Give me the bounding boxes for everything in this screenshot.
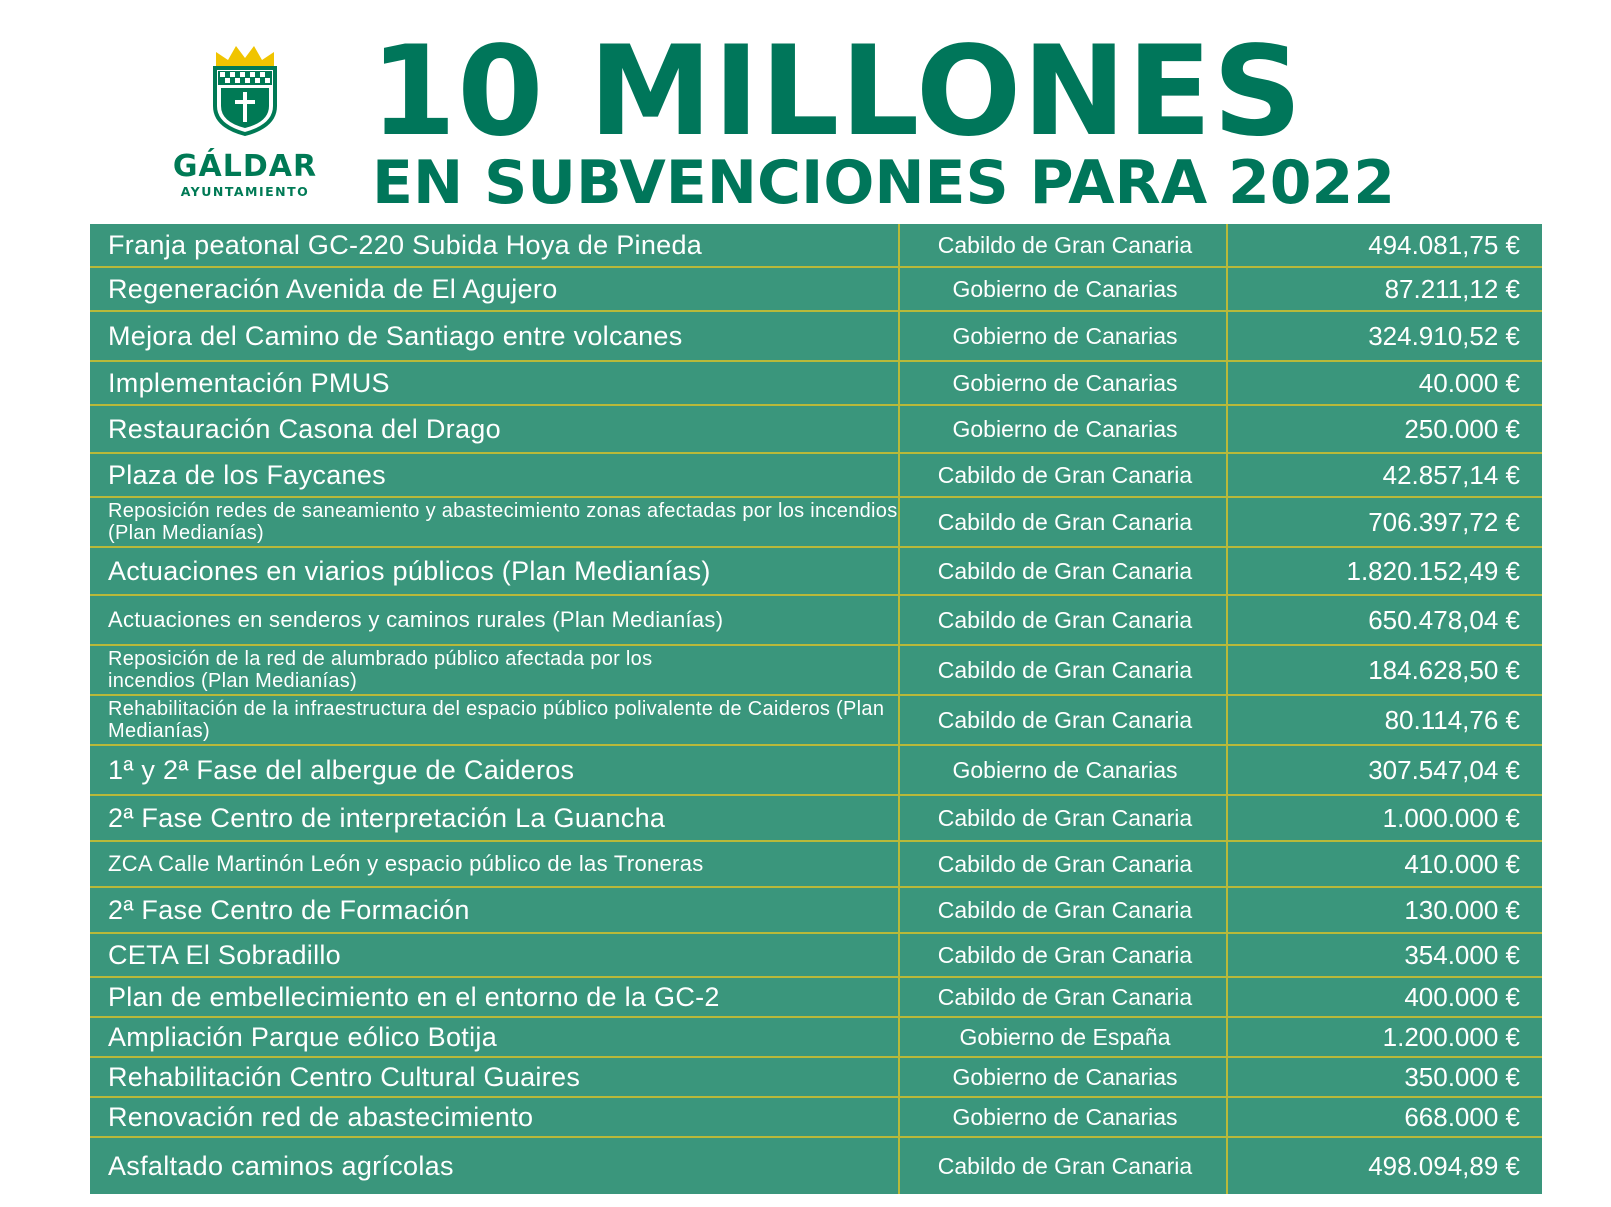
amount: 1.000.000 € [1382, 802, 1520, 833]
logo-subtitle: AYUNTAMIENTO [180, 184, 310, 199]
project-name: ZCA Calle Martinón León y espacio público de las Troneras [108, 851, 704, 876]
table-row [90, 1138, 1542, 1194]
funding-source: Cabildo de Gran Canaria [937, 231, 1193, 258]
project-name: Rehabilitación Centro Cultural Guaires [108, 1061, 581, 1092]
funding-source: Cabildo de Gran Canaria [937, 508, 1193, 535]
project-name: Implementación PMUS [108, 367, 390, 398]
amount: 130.000 € [1404, 894, 1520, 925]
project-name: Actuaciones en viarios públicos (Plan Medianías) [108, 555, 711, 586]
table-row [90, 1058, 1542, 1098]
funding-source: Gobierno de Canarias [952, 322, 1178, 349]
project-name: Reposición redes de saneamiento y abastecimiento zonas afectadas por los incendios (Plan Medianías) [108, 500, 898, 544]
galdar-logo [170, 44, 320, 204]
table-row [90, 978, 1542, 1018]
funding-source: Cabildo de Gran Canaria [937, 941, 1193, 968]
project-name: Restauración Casona del Drago [108, 413, 501, 444]
funding-source: Cabildo de Gran Canaria [937, 1152, 1193, 1179]
table-row [90, 224, 1542, 268]
table-row [90, 934, 1542, 978]
project-name: 2ª Fase Centro de Formación [108, 894, 470, 925]
amount: 1.820.152,49 € [1346, 555, 1520, 586]
table-row [90, 842, 1542, 888]
amount: 307.547,04 € [1368, 754, 1520, 785]
funding-source: Gobierno de Canarias [952, 275, 1178, 302]
amount: 184.628,50 € [1368, 654, 1520, 685]
table-row [90, 454, 1542, 498]
project-name: 1ª y 2ª Fase del albergue de Caideros [108, 754, 575, 785]
funding-source: Gobierno de Canarias [952, 415, 1178, 442]
logo-name: GÁLDAR [172, 149, 318, 184]
page-title: 10 MILLONES [370, 20, 1304, 164]
amount: 350.000 € [1404, 1061, 1520, 1092]
funding-source: Cabildo de Gran Canaria [937, 706, 1193, 733]
table-row [90, 1018, 1542, 1058]
funding-source: Cabildo de Gran Canaria [937, 557, 1193, 584]
funding-source: Cabildo de Gran Canaria [937, 656, 1193, 683]
table-row [90, 1098, 1542, 1138]
project-name: Plaza de los Faycanes [108, 459, 386, 490]
table-row [90, 548, 1542, 596]
amount: 354.000 € [1404, 939, 1520, 970]
amount: 494.081,75 € [1368, 229, 1520, 260]
table-row [90, 312, 1542, 362]
amount: 668.000 € [1404, 1101, 1520, 1132]
coat-of-arms-icon [212, 44, 278, 136]
subsidies-table [90, 224, 1542, 1194]
table-row [90, 796, 1542, 842]
amount: 324.910,52 € [1368, 320, 1520, 351]
table-row [90, 362, 1542, 406]
project-name: Asfaltado caminos agrícolas [108, 1150, 454, 1181]
funding-source: Cabildo de Gran Canaria [937, 896, 1193, 923]
funding-source: Gobierno de Canarias [952, 1063, 1178, 1090]
amount: 1.200.000 € [1382, 1021, 1520, 1052]
amount: 40.000 € [1418, 367, 1520, 398]
amount: 250.000 € [1404, 413, 1520, 444]
funding-source: Cabildo de Gran Canaria [937, 983, 1193, 1010]
table-row [90, 498, 1542, 548]
funding-source: Gobierno de Canarias [952, 756, 1178, 783]
table-row [90, 268, 1542, 312]
amount: 80.114,76 € [1384, 704, 1520, 735]
funding-source: Gobierno de Canarias [952, 1103, 1178, 1130]
funding-source: Gobierno de España [959, 1023, 1171, 1050]
project-name: Renovación red de abastecimiento [108, 1101, 534, 1132]
funding-source: Cabildo de Gran Canaria [937, 606, 1193, 633]
table-row [90, 406, 1542, 454]
amount: 650.478,04 € [1368, 604, 1520, 635]
project-name: Regeneración Avenida de El Agujero [108, 273, 558, 304]
project-name: Actuaciones en senderos y caminos rurales (Plan Medianías) [108, 607, 724, 632]
project-name: Mejora del Camino de Santiago entre volcanes [108, 320, 683, 351]
table-row [90, 888, 1542, 934]
funding-source: Cabildo de Gran Canaria [937, 804, 1193, 831]
table-row [90, 696, 1542, 746]
amount: 87.211,12 € [1384, 273, 1520, 304]
page-subtitle: EN SUBVENCIONES PARA 2022 [372, 148, 1396, 218]
project-name: Reposición de la red de alumbrado público afectada por los incendios (Plan Medianías) [108, 648, 653, 692]
table-row [90, 746, 1542, 796]
table-row [90, 596, 1542, 646]
table-row [90, 646, 1542, 696]
amount: 706.397,72 € [1368, 506, 1520, 537]
amount: 410.000 € [1404, 848, 1520, 879]
project-name: 2ª Fase Centro de interpretación La Guancha [108, 802, 666, 833]
project-name: Plan de embellecimiento en el entorno de la GC-2 [108, 981, 720, 1012]
amount: 498.094,89 € [1368, 1150, 1520, 1181]
project-name: Rehabilitación de la infraestructura del espacio público polivalente de Caideros (Plan Medianías) [108, 698, 885, 742]
funding-source: Cabildo de Gran Canaria [937, 461, 1193, 488]
funding-source: Cabildo de Gran Canaria [937, 850, 1193, 877]
funding-source: Gobierno de Canarias [952, 369, 1178, 396]
project-name: CETA El Sobradillo [108, 939, 342, 970]
amount: 400.000 € [1404, 981, 1520, 1012]
amount: 42.857,14 € [1382, 459, 1520, 490]
project-name: Ampliación Parque eólico Botija [108, 1021, 498, 1052]
project-name: Franja peatonal GC-220 Subida Hoya de Pineda [108, 229, 703, 260]
